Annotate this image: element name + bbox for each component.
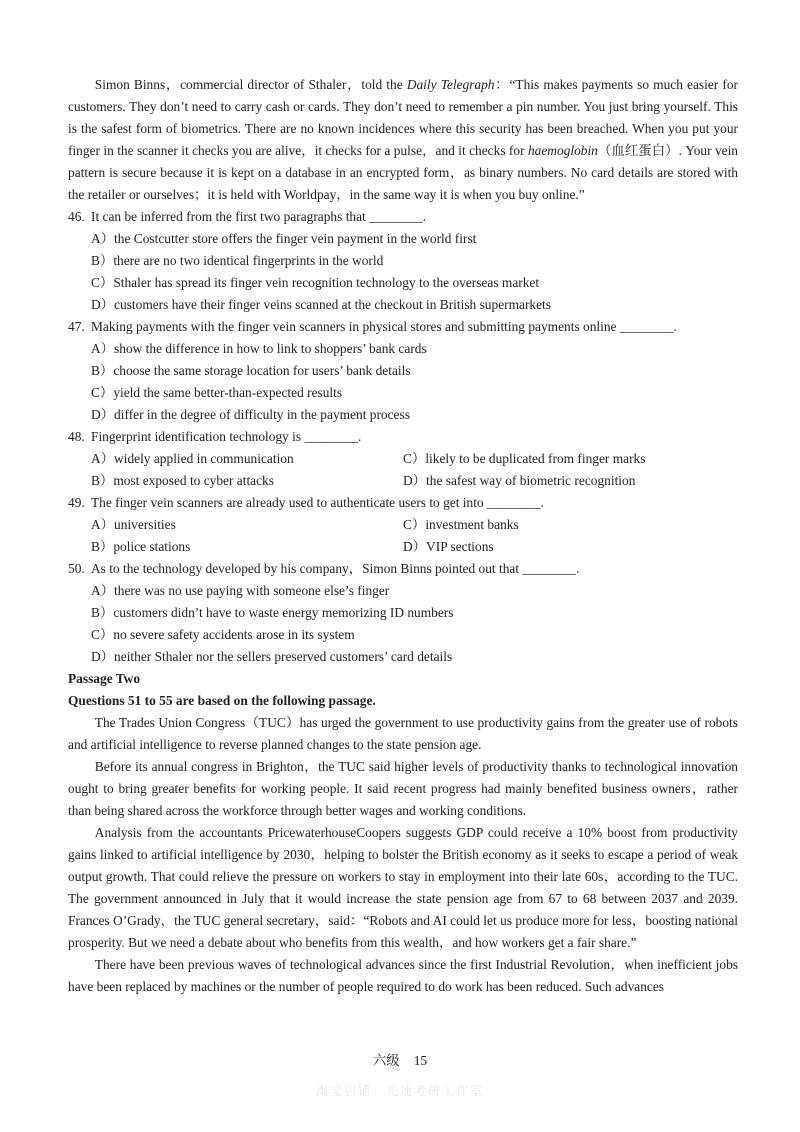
q50-option-c[interactable]: C）no severe safety accidents arose in its system bbox=[91, 627, 355, 642]
q46-option-c[interactable]: C）Sthaler has spread its finger vein recognition technology to the overseas market bbox=[91, 275, 540, 290]
q49-options bbox=[91, 514, 738, 558]
question-50: 50. As to the technology developed by his company，Simon Binns pointed out that ________. bbox=[68, 561, 580, 576]
page-footer bbox=[0, 1050, 800, 1069]
passage-two-paragraph-3: Analysis from the accountants PricewaterhouseCoopers suggests GDP could receive a 10% boost from productivity gains linked to artificial intelligence by 2030，helping to bolster the British economy as it seeks to escape a period of weak output growth. That could relieve the pressure on workers to stay in employment into their late 60s，according to the TUC. The government announced in July that it would increase the state pension age from 67 to 68 between 2037 and 2039. Frances O’Grady，the TUC general secretary，said：“Robots and AI could let us produce more for less，boosting national prosperity. But we need a debate about who benefits from this wealth，and how workers get a fair share.” bbox=[68, 825, 738, 950]
page-number: 15 bbox=[413, 1053, 428, 1068]
document-page bbox=[68, 74, 738, 998]
question-47: 47. Making payments with the finger vein scanners in physical stores and submitting payments online ________. bbox=[68, 319, 677, 334]
q48-option-d[interactable]: D）the safest way of biometric recognition bbox=[403, 473, 636, 488]
q49-option-b[interactable]: B）police stations bbox=[91, 539, 191, 554]
q49-option-a[interactable]: A）universities bbox=[91, 517, 176, 532]
passage-two-heading: Passage Two bbox=[68, 671, 141, 686]
passage-two-paragraph-2: Before its annual congress in Brighton，the TUC said higher levels of productivity thanks to technological innovation ought to bring greater benefits for working people. It said recent progress had mainly benefited business owners，rather than being shared across the workforce through better wages and working conditions. bbox=[68, 759, 738, 818]
passage-two-subheading: Questions 51 to 55 are based on the following passage. bbox=[68, 693, 376, 708]
q47-option-a[interactable]: A）show the difference in how to link to shoppers’ bank cards bbox=[91, 341, 427, 356]
q50-option-a[interactable]: A）there was no use paying with someone else’s finger bbox=[91, 583, 390, 598]
passage-two-paragraph-1: The Trades Union Congress（TUC）has urged the government to use productivity gains from the greater use of robots and artificial intelligence to reverse planned changes to the state pension age. bbox=[68, 715, 738, 752]
question-46: 46. It can be inferred from the first two paragraphs that ________. bbox=[68, 209, 427, 224]
q48-option-a[interactable]: A）widely applied in communication bbox=[91, 451, 294, 466]
q50-option-b[interactable]: B）customers didn’t have to waste energy memorizing ID numbers bbox=[91, 605, 454, 620]
watermark: 淘宝店铺：光速考研工作室 bbox=[315, 1084, 484, 1098]
question-48: 48. Fingerprint identification technology is ________. bbox=[68, 429, 362, 444]
q46-option-d[interactable]: D）customers have their finger veins scanned at the checkout in British supermarkets bbox=[91, 297, 551, 312]
q48-options bbox=[91, 448, 738, 492]
footer-label: 六级 bbox=[372, 1053, 400, 1068]
q49-option-d[interactable]: D）VIP sections bbox=[403, 539, 494, 554]
q46-option-a[interactable]: A）the Costcutter store offers the finger vein payment in the world first bbox=[91, 231, 477, 246]
question-49: 49. The finger vein scanners are already used to authenticate users to get into ________. bbox=[68, 495, 544, 510]
q48-option-b[interactable]: B）most exposed to cyber attacks bbox=[91, 473, 274, 488]
q49-option-c[interactable]: C）investment banks bbox=[403, 517, 519, 532]
q50-option-d[interactable]: D）neither Sthaler nor the sellers preserved customers’ card details bbox=[91, 649, 453, 664]
q46-option-b[interactable]: B）there are no two identical fingerprints in the world bbox=[91, 253, 384, 268]
q47-option-c[interactable]: C）yield the same better-than-expected results bbox=[91, 385, 343, 400]
passage-two-paragraph-4: There have been previous waves of technological advances since the first Industrial Revolution，when inefficient jobs have been replaced by machines or the number of people required to do work has been reduced. Such advances bbox=[68, 957, 738, 994]
q47-option-d[interactable]: D）differ in the degree of difficulty in the payment process bbox=[91, 407, 410, 422]
q48-option-c[interactable]: C）likely to be duplicated from finger marks bbox=[403, 451, 646, 466]
q47-option-b[interactable]: B）choose the same storage location for users’ bank details bbox=[91, 363, 411, 378]
passage-one-paragraph: Simon Binns，commercial director of Sthaler，told the Daily Telegraph：“This makes payments so much easier for customers. They don’t need to carry cash or cards. They don’t need to remember a pin number. You just bring yourself. This is the safest form of biometrics. There are no known incidences where this security has been breached. When you put your finger in the scanner it checks you are alive，it checks for a pulse，and it checks for haemoglobin（血红蛋白）. Your vein pattern is secure because it is kept on a database in an encrypted form，as binary numbers. No card details are stored with the retailer or ourselves；it is held with Worldpay，in the same way it is when you buy online.” bbox=[68, 77, 738, 202]
